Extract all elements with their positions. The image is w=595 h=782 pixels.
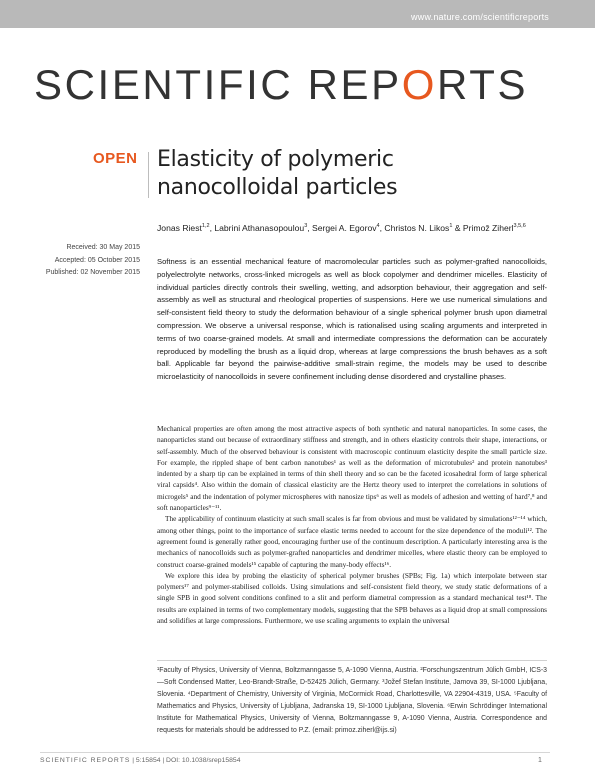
affiliations: ¹Faculty of Physics, University of Vienna, Boltzmanngasse 5, A-1090 Vienna, Austria. ²Forschungszentrum Jülich GmbH, ICS-3—Soft Condensed Matter, Leo-Brandt-Straße, D-52425 Jülich, Germany. ³Jožef Stefan Institute, Jamova 39, SI-1000 Ljubljana, Slovenia. ⁴Department of Chemistry, University of Virginia, McCormick Road, Charlottesville, VA 22904-4319, USA. ⁵Faculty of Mathematics and Physics, University of Ljubljana, Jadranska 19, SI-1000 Ljubljana, Slovenia. ⁶Erwin Schrödinger International Institute for Mathematical Physics, University of Vienna, Boltzmanngasse 9, A-1090 Vienna, Austria. Correspondence and requests for materials should be addressed to P.Z. (email: primoz.ziherl@ijs.si) bbox=[157, 667, 547, 734]
affiliations-divider bbox=[157, 660, 547, 661]
journal-logo-right: RTS bbox=[437, 61, 529, 108]
author-affiliation: 3,5,6 bbox=[513, 223, 526, 229]
received-date: Received: 30 May 2015 bbox=[66, 244, 140, 251]
author-affiliation: 1,2 bbox=[201, 223, 210, 229]
author-separator: , bbox=[209, 222, 215, 233]
body-text bbox=[157, 423, 547, 626]
article-title: Elasticity of polymeric nanocolloidal particles bbox=[157, 147, 398, 200]
article-dates bbox=[20, 242, 140, 280]
author-separator: & bbox=[452, 222, 463, 233]
body-paragraph: The applicability of continuum elasticity at such small scales is far from obvious and must be validated by simulations¹²⁻¹⁴ which, among other things, point to the importance of surface elastic terms needed to account for the size dependence of the moduli¹². The agreement found is generally rather good, encouraging further use of the continuum description. A particularly interesting area is the mechanics of nanocolloids such as polymer-grafted nanoparticles and dendrimer micelles, where elastic theory can be employed to construct coarse-grained models¹⁵ capable of capturing the many-body effects¹⁶. bbox=[157, 514, 547, 569]
journal-logo-o: O bbox=[401, 61, 438, 108]
author-separator: , bbox=[379, 222, 385, 233]
page-footer bbox=[40, 757, 241, 764]
abstract: Softness is an essential mechanical feature of macromolecular particles such as polymer-grafted nanocolloids, polyelectrolyte networks, cross-linked microgels as well as block copolymer and dendrimer micelles. Elasticity of individual particles directly controls their swelling, wetting, and adsorption behaviour, their aggregation and self-assembly as well as structural and rheological properties of suspensions. Here we use numerical simulations and self-consistent field theory to study the deformation behaviour of a single spherical polymer brush upon diametral compression. We observe a universal response, which is rationalised using scaling arguments and interpreted in terms of two coarse-grained models. At small and intermediate compressions the deformation can be accurately reproduced by modelling the brush as a liquid drop, whereas at large compressions the brush behaves as a soft ball. Applicable far beyond the pairwise-additive small-strain regime, the models may be used to describe microelasticity of nanocolloids in severe confinement including dense disordered and crystalline phases. bbox=[157, 257, 547, 382]
title-divider bbox=[148, 152, 149, 198]
journal-logo bbox=[34, 61, 529, 108]
author-name[interactable]: Sergei A. Egorov bbox=[312, 222, 377, 233]
footer-divider bbox=[40, 752, 550, 753]
author-separator: , bbox=[307, 222, 313, 233]
top-banner bbox=[0, 0, 595, 28]
accepted-date: Accepted: 05 October 2015 bbox=[54, 256, 140, 264]
open-access-badge: OPEN bbox=[93, 150, 138, 167]
body-paragraph: We explore this idea by probing the elasticity of spherical polymer brushes (SPBs; Fig. 1a) which interpolate between star polymers¹⁷ and polymer-stabilised colloids. Using simulations and self-consistent field theory, we study static deformations of a single SPB in good solvent conditions confined to a slit and perform diametral compression as a standard mechanical test¹⁸. The results are explained in terms of two complementary models, suggesting that the SPB behaves as a liquid drop at small compressions and solidifies at large compressions. Furthermore, we use scaling arguments to explain the universal bbox=[157, 570, 547, 626]
author-name[interactable]: Labrini Athanasopoulou bbox=[214, 222, 305, 233]
author-name[interactable]: Jonas Riest bbox=[157, 222, 202, 233]
journal-url-link[interactable]: www.nature.com/scientificreports bbox=[411, 12, 549, 22]
published-date: Published: 02 November 2015 bbox=[45, 269, 140, 277]
footer-journal: SCIENTIFIC REPORTS bbox=[40, 757, 131, 764]
journal-logo-left: SCIENTIFIC REP bbox=[34, 61, 402, 108]
author-list bbox=[157, 220, 537, 235]
author-affiliation: 1 bbox=[449, 223, 453, 229]
author-name[interactable]: Christos N. Likos bbox=[384, 222, 450, 233]
page-number: 1 bbox=[538, 757, 542, 764]
author-name[interactable]: Primož Ziherl bbox=[462, 222, 514, 233]
author-affiliation: 3 bbox=[304, 223, 308, 229]
footer-citation: | 5:15854 | DOI: 10.1038/srep15854 bbox=[130, 757, 241, 764]
author-affiliation: 4 bbox=[376, 223, 380, 229]
body-paragraph: Mechanical properties are often among the most attractive aspects of both synthetic and natural nanoparticles. In some cases, the nanoparticles stand out because of extraordinary stiffness and strength, and in others elasticity controls their shape, interactions, or self-assembly. Much of the observed behaviour is consistent with macroscopic continuum elasticity despite the small particle size. For example, the rippled shape of bent carbon nanotubes¹ as well as the deformation of microtubules² and protein nanotubes³ indented by a sharp tip can be explained in terms of thin shell theory and so can be the faceted icosahedral form of large spherical viral capsids⁴. Also within the domain of classical elasticity are the Hertz theory used to interpret the correlations in solutions of microgels⁵ and the indentation of polymer microspheres with nanosize tips⁶ as well as models of adhesion and wetting of hard⁷,⁸ and soft nanoparticles⁹⁻¹¹. bbox=[157, 424, 547, 513]
